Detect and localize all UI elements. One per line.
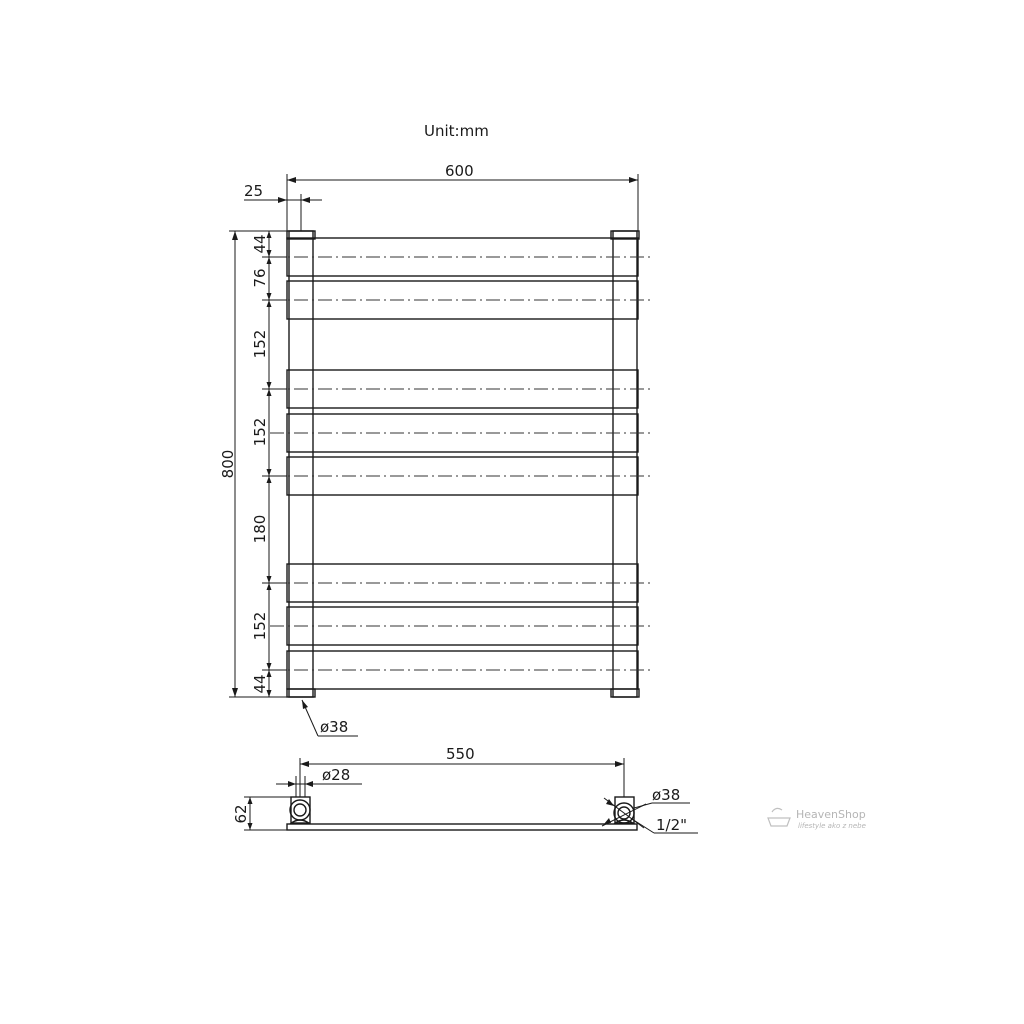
panels <box>287 238 638 689</box>
dimension-pipe-diameter <box>302 700 358 736</box>
unit-label: Unit:mm <box>424 122 489 140</box>
depth-value: 62 <box>232 804 250 824</box>
panel-profile <box>287 824 637 830</box>
dimension-depth <box>232 797 291 830</box>
dimension-inner-diameter <box>276 766 362 797</box>
dimension-width <box>287 162 638 231</box>
thread-label: 1/2" <box>656 816 688 834</box>
watermark-logo <box>768 808 866 830</box>
dimension-spacings <box>251 231 287 697</box>
right-pipe <box>611 231 639 697</box>
front-view <box>219 162 652 736</box>
spacing-7: 44 <box>251 674 269 694</box>
inner-diameter-label: ø28 <box>322 766 351 784</box>
spacing-2: 76 <box>251 268 269 288</box>
bathtub-icon <box>768 808 790 826</box>
spacing-1: 44 <box>251 234 269 254</box>
spacing-4: 152 <box>251 417 269 447</box>
offset-value: 25 <box>244 182 264 200</box>
width-value: 600 <box>445 162 474 180</box>
pipe-diameter-label: ø38 <box>320 718 349 736</box>
outer-diameter-label: ø38 <box>652 786 681 804</box>
left-pipe <box>287 231 315 697</box>
watermark-brand: HeavenShop <box>796 808 866 821</box>
center-distance-value: 550 <box>446 745 475 763</box>
watermark-tagline: lifestyle ako z nebe <box>798 822 866 830</box>
bottom-view <box>232 745 698 834</box>
spacing-3: 152 <box>251 329 269 359</box>
dimension-pipe-offset <box>244 182 322 231</box>
spacing-6: 152 <box>251 611 269 641</box>
left-pipe-section <box>290 797 310 824</box>
spacing-5: 180 <box>251 514 269 544</box>
height-value: 800 <box>219 449 237 479</box>
right-pipe-section <box>614 797 634 824</box>
